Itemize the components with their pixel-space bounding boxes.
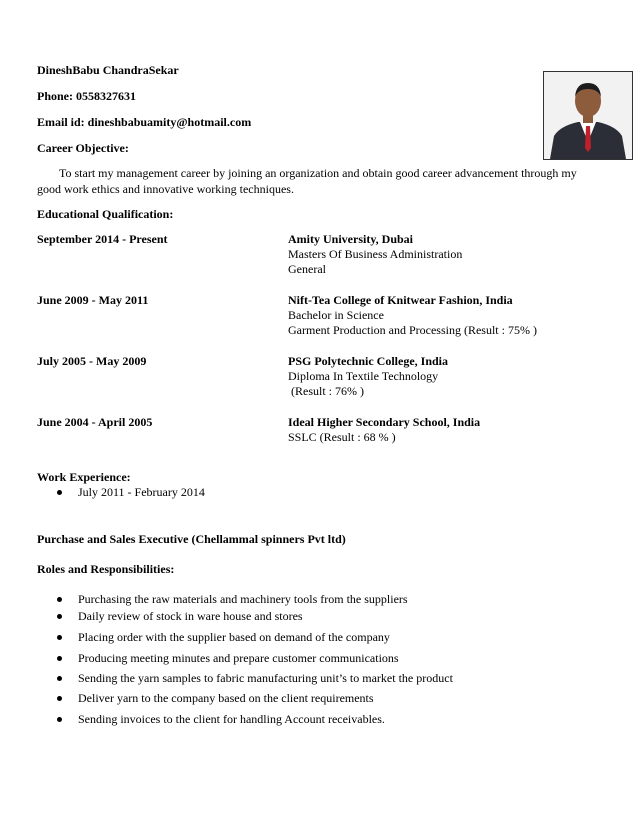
education-entry xyxy=(288,232,462,277)
education-institution: Amity University, Dubai xyxy=(288,232,414,246)
education-period: June 2004 - April 2005 xyxy=(37,415,153,429)
objective-text xyxy=(37,165,587,197)
list-item: Purchasing the raw materials and machinery tools from the suppliers xyxy=(54,592,453,609)
education-detail: Bachelor in Science xyxy=(288,308,384,322)
objective-heading: Career Objective: xyxy=(37,141,129,155)
education-heading: Educational Qualification: xyxy=(37,207,174,221)
list-item: Deliver yarn to the company based on the client requirements xyxy=(54,691,453,712)
list-item: July 2011 - February 2014 xyxy=(54,485,205,500)
list-item: Sending invoices to the client for handling Account receivables. xyxy=(54,712,453,732)
education-institution: PSG Polytechnic College, India xyxy=(288,354,448,368)
education-detail: Diploma In Textile Technology xyxy=(288,369,439,383)
education-institution: Nift-Tea College of Knitwear Fashion, India xyxy=(288,293,513,307)
objective-body: To start my management career by joining an organization and obtain good career advancement through my good work ethics and innovative working techniques. xyxy=(37,166,577,196)
experience-list xyxy=(54,485,205,500)
person-photo-icon xyxy=(544,72,632,159)
education-detail: SSLC (Result : 68 % ) xyxy=(288,430,396,444)
list-item: Producing meeting minutes and prepare customer communications xyxy=(54,651,453,671)
education-period: September 2014 - Present xyxy=(37,232,168,246)
roles-heading: Roles and Responsibilities: xyxy=(37,562,175,576)
phone: Phone: 0558327631 xyxy=(37,89,136,103)
education-entry xyxy=(288,354,448,399)
education-period: June 2009 - May 2011 xyxy=(37,293,149,307)
education-entry xyxy=(288,415,480,445)
profile-photo xyxy=(543,71,633,160)
position-title: Purchase and Sales Executive (Chellammal spinners Pvt ltd) xyxy=(37,532,346,546)
education-detail: Garment Production and Processing (Result : 75% ) xyxy=(288,323,537,337)
list-item: Placing order with the supplier based on demand of the company xyxy=(54,630,453,651)
roles-list xyxy=(54,592,453,732)
list-item: Daily review of stock in ware house and stores xyxy=(54,609,453,630)
education-detail: Masters Of Business Administration xyxy=(288,247,463,261)
education-institution: Ideal Higher Secondary School, India xyxy=(288,415,481,429)
education-entry xyxy=(288,293,537,338)
education-detail: (Result : 76% ) xyxy=(288,384,364,398)
education-period: July 2005 - May 2009 xyxy=(37,354,147,368)
email: Email id: dineshbabuamity@hotmail.com xyxy=(37,115,252,129)
candidate-name: DineshBabu ChandraSekar xyxy=(37,63,179,77)
experience-heading: Work Experience: xyxy=(37,470,131,484)
list-item: Sending the yarn samples to fabric manufacturing unit’s to market the product xyxy=(54,671,453,691)
education-detail: General xyxy=(288,262,326,276)
